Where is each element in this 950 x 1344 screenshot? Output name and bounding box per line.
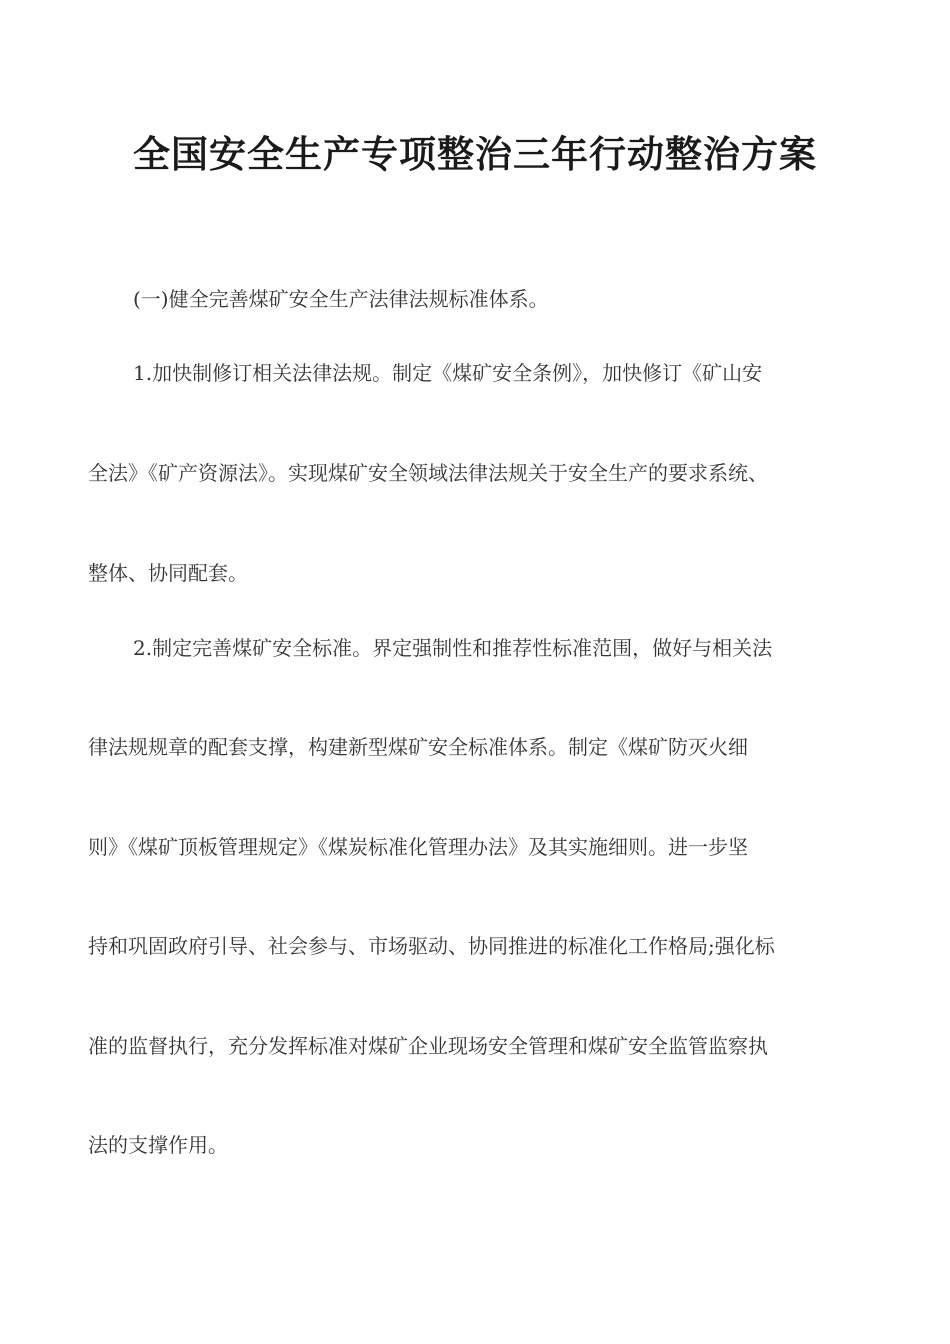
document-title: 全国安全生产专项整治三年行动整治方案 <box>133 132 817 176</box>
paragraph-2-line-4: 持和巩固政府引导、社会参与、市场驱动、协同推进的标准化工作格局;强化标 <box>88 934 775 958</box>
paragraph-2-line-5: 准的监督执行，充分发挥标准对煤矿企业现场安全管理和煤矿安全监管监察执 <box>88 1034 768 1058</box>
paragraph-2-line-6: 法的支撑作用。 <box>88 1133 228 1157</box>
paragraph-1-line-2: 全法》《矿产资源法》。实现煤矿安全领域法律法规关于安全生产的要求系统、 <box>88 461 768 485</box>
paragraph-2-line-3: 则》《煤矿顶板管理规定》《煤炭标准化管理办法》及其实施细则。进一步坚 <box>88 835 748 859</box>
paragraph-2-line-2: 律法规规章的配套支撑，构建新型煤矿安全标准体系。制定《煤矿防灭火细 <box>88 735 748 759</box>
paragraph-1-line-1: 1.加快制修订相关法律法规。制定《煤矿安全条例》，加快修订《矿山安 <box>133 361 763 385</box>
section-heading: (一)健全完善煤矿安全生产法律法规标准体系。 <box>133 287 549 311</box>
paragraph-2-line-1: 2.制定完善煤矿安全标准。界定强制性和推荐性标准范围，做好与相关法 <box>133 636 773 660</box>
paragraph-1-line-3: 整体、协同配套。 <box>88 561 248 585</box>
